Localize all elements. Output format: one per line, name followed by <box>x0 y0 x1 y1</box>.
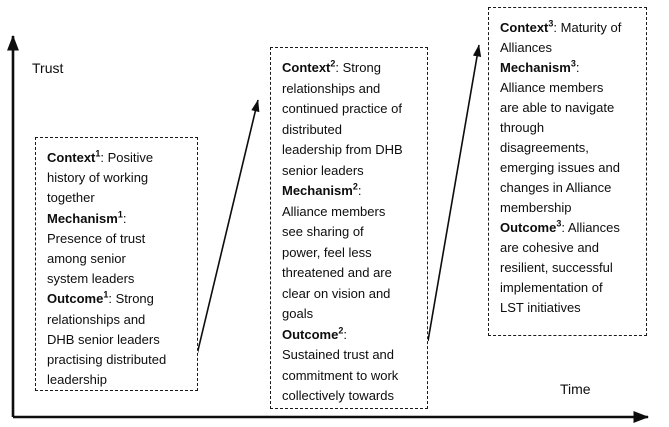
cmo-box-stage-2 <box>270 47 428 409</box>
cmo-label-run: 2 <box>352 181 358 192</box>
cmo-text-run: leadership from DHB <box>282 142 403 157</box>
text-line <box>282 345 422 366</box>
cmo-text-run: leadership <box>47 372 107 388</box>
text-line <box>47 330 192 350</box>
text-line <box>282 366 422 387</box>
arrow-stage2-to-stage3 <box>428 45 479 341</box>
cmo-text-run: clear on vision and <box>282 285 391 301</box>
text-line <box>282 325 422 346</box>
text-line <box>47 289 192 309</box>
cmo-label-run: Outcome <box>282 326 339 342</box>
text-line <box>282 140 422 161</box>
cmo-text-run: changes in Alliance <box>500 180 612 195</box>
cmo-text-run: goals <box>282 306 314 321</box>
text-line <box>282 386 422 407</box>
cmo-label-run: Outcome <box>500 220 557 235</box>
text-line <box>500 158 641 178</box>
cmo-text-run: membership <box>500 200 572 215</box>
cmo-text-run: threatened and are <box>282 265 392 280</box>
cmo-text-run: among senior <box>47 251 126 267</box>
text-line <box>500 58 641 78</box>
cmo-text-run: history of working <box>47 170 149 186</box>
text-line <box>500 118 641 138</box>
cmo-text-run: relationships and <box>282 80 381 96</box>
text-line <box>282 243 422 264</box>
cmo-text-run: through <box>500 120 545 135</box>
cmo-text-run: commitment to work <box>282 367 399 383</box>
cmo-text-run: power, feel less <box>282 244 372 260</box>
cmo-text-run: : Strong <box>108 291 154 307</box>
cmo-text-run: : <box>575 60 580 75</box>
text-line <box>47 229 192 249</box>
cmo-text-run: continued practice of <box>282 101 402 116</box>
text-line <box>500 138 641 158</box>
box-text <box>47 148 192 390</box>
cmo-label-run: 3 <box>570 58 576 69</box>
box-text <box>282 58 422 407</box>
text-line <box>47 370 192 390</box>
text-line <box>282 99 422 120</box>
text-line <box>500 278 641 298</box>
text-line <box>500 218 641 238</box>
x-axis-label: Time <box>560 381 591 397</box>
text-line <box>500 98 641 118</box>
text-line <box>500 258 641 278</box>
cmo-text-run: : Maturity of <box>553 20 622 35</box>
cmo-text-run: Sustained trust and <box>282 347 395 362</box>
cmo-text-run: disagreements, <box>500 140 589 155</box>
text-line <box>500 178 641 198</box>
cmo-text-run: : Positive <box>100 150 154 165</box>
cmo-label-run: 3 <box>556 218 562 229</box>
text-line <box>282 284 422 305</box>
cmo-text-run: DHB senior leaders <box>47 331 160 347</box>
cmo-text-run: see sharing of <box>282 224 364 239</box>
text-line <box>282 161 422 182</box>
text-line <box>500 38 641 58</box>
cmo-text-run: Presence of trust <box>47 230 146 246</box>
text-line <box>282 120 422 141</box>
text-line <box>282 263 422 284</box>
cmo-box-stage-1 <box>35 137 198 391</box>
cmo-text-run: Alliance members <box>282 203 386 219</box>
box-text <box>500 18 641 318</box>
cmo-label-run: 1 <box>117 209 123 220</box>
cmo-label-run: 2 <box>330 58 336 69</box>
text-line <box>500 78 641 98</box>
cmo-text-run: : Alliances <box>561 220 620 235</box>
text-line <box>282 181 422 202</box>
cmo-text-run: implementation of <box>500 280 603 295</box>
cmo-text-run: : <box>122 210 127 226</box>
text-line <box>47 350 192 370</box>
cmo-label-run: Mechanism <box>500 60 571 75</box>
cmo-label-run: 2 <box>338 325 344 336</box>
text-line <box>282 222 422 243</box>
arrow-stage1-to-stage2 <box>194 100 258 367</box>
cmo-text-run: senior leaders <box>282 162 364 178</box>
text-line <box>500 298 641 318</box>
text-line <box>47 168 192 188</box>
text-line <box>47 209 192 229</box>
cmo-text-run: : Strong <box>335 60 381 75</box>
cmo-text-run: LST initiatives <box>500 300 581 315</box>
cmo-text-run: distributed <box>282 121 342 137</box>
text-line <box>500 238 641 258</box>
cmo-text-run: : <box>357 183 362 198</box>
y-axis-label: Trust <box>32 60 64 76</box>
text-line <box>47 148 192 168</box>
text-line <box>47 249 192 269</box>
cmo-label-run: Context <box>282 60 331 75</box>
cmo-text-run: are cohesive and <box>500 240 600 255</box>
cmo-text-run: system leaders <box>47 271 135 287</box>
cmo-text-run: are able to navigate <box>500 100 615 115</box>
text-line <box>282 202 422 223</box>
cmo-text-run: together <box>47 190 95 206</box>
cmo-text-run: collectively towards <box>282 388 394 403</box>
cmo-label-run: 3 <box>548 18 554 29</box>
text-line <box>282 58 422 79</box>
text-line <box>47 269 192 289</box>
cmo-label-run: Mechanism <box>282 183 353 198</box>
cmo-text-run: resilient, successful <box>500 260 613 275</box>
text-line <box>500 18 641 38</box>
text-line <box>282 304 422 325</box>
cmo-label-run: Context <box>500 20 549 35</box>
cmo-text-run: : <box>343 326 347 342</box>
cmo-text-run: emerging issues and <box>500 160 620 175</box>
text-line <box>47 310 192 330</box>
cmo-text-run: Alliance members <box>500 80 604 95</box>
text-line <box>500 198 641 218</box>
text-line <box>282 79 422 100</box>
cmo-label-run: 1 <box>103 290 109 301</box>
cmo-label-run: 1 <box>95 148 101 159</box>
cmo-label-run: Mechanism <box>47 210 118 226</box>
text-line <box>47 188 192 208</box>
cmo-box-stage-3 <box>488 7 647 336</box>
cmo-label-run: Outcome <box>47 291 104 307</box>
cmo-text-run: practising distributed <box>47 352 167 368</box>
cmo-text-run: Alliances <box>500 40 553 55</box>
cmo-text-run: relationships and <box>47 311 146 327</box>
cmo-label-run: Context <box>47 150 96 165</box>
